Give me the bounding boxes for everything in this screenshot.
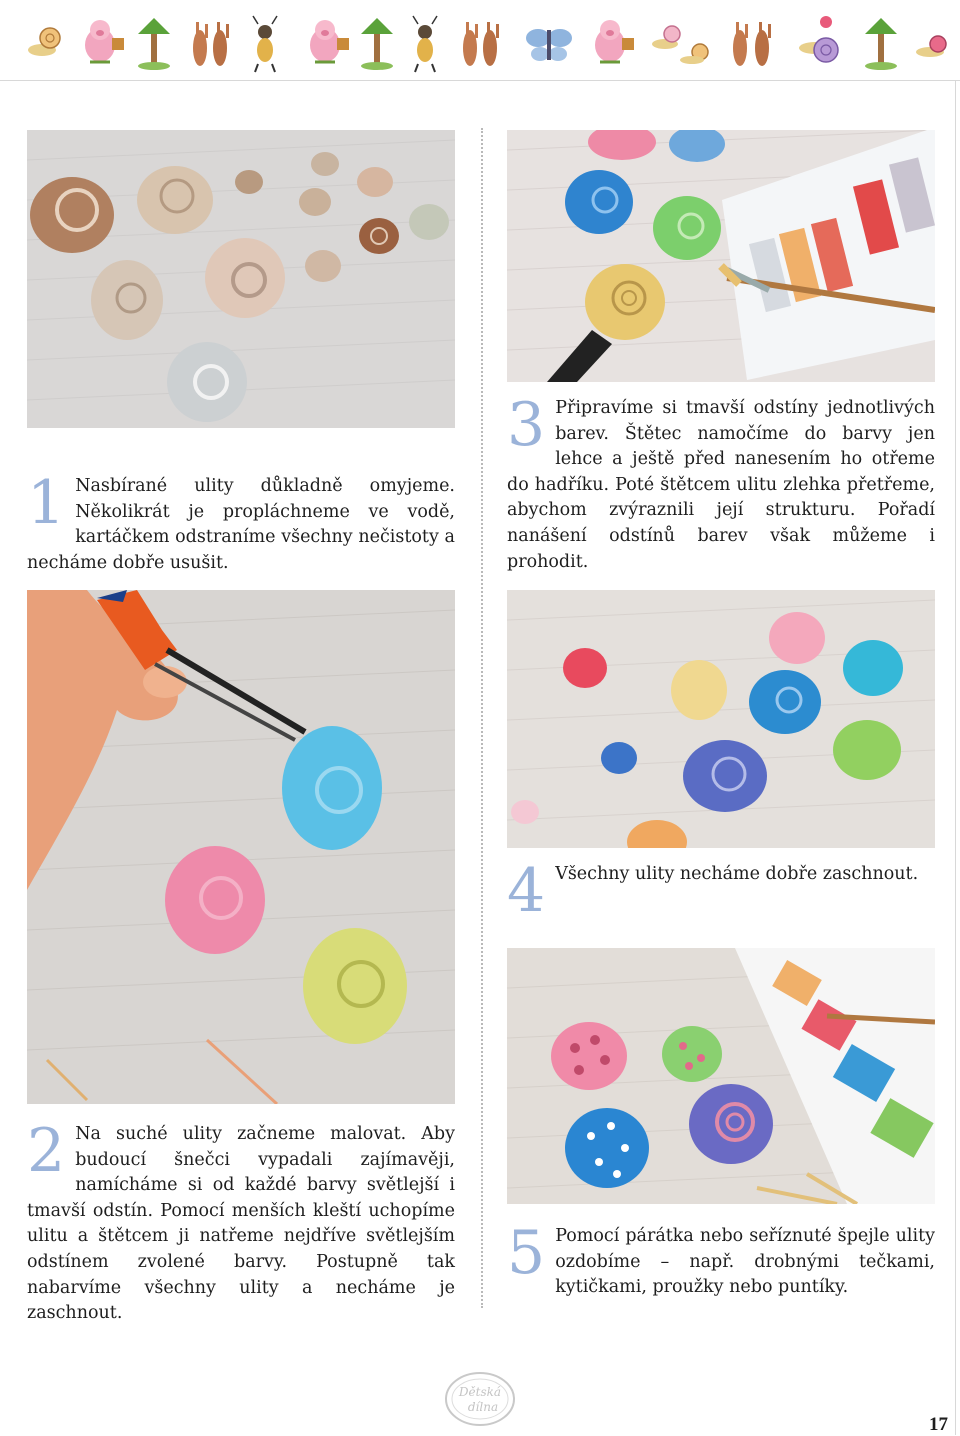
frame-top-line	[0, 80, 960, 81]
step-number: 3	[507, 390, 546, 460]
step-3	[507, 390, 935, 575]
shell-blue-dark	[749, 670, 821, 734]
shell-grey-bottom	[167, 342, 247, 422]
shell-green-dotted	[662, 1026, 722, 1082]
photo-painting-tweezers	[27, 590, 455, 1104]
shell-beige-large	[137, 166, 213, 234]
column-divider	[481, 128, 483, 1308]
page-number: 17	[929, 1414, 948, 1435]
shell-blue-dotted	[565, 1108, 649, 1188]
shell-blue	[565, 170, 633, 234]
shell-pink	[165, 846, 265, 954]
step-4	[507, 856, 935, 926]
logo-text-bottom: dílna	[467, 1400, 499, 1414]
logo-text-top: Dětská	[458, 1385, 502, 1399]
shell-light-blue	[282, 726, 382, 850]
step-1	[27, 468, 455, 576]
step-number: 1	[27, 468, 66, 538]
step-number: 2	[27, 1116, 66, 1186]
shell-brown-large	[30, 177, 114, 253]
photo-drying-shells	[507, 590, 935, 848]
shell-yellow	[585, 264, 665, 340]
shell-cream-middle	[91, 260, 163, 340]
shell-yellow-green	[303, 928, 407, 1044]
step-text: Na suché ulity začneme malovat. Aby budoucí šnečci vypadali zajímavěji, namícháme si od každé barvy světlejší i tmavší odstín. Pomocí menších kleští uchopíme ulitu a štětcem ji natřeme nejdříve světlejším odstínem zvolené barvy. Postupně tak nabarvíme všechny ulity a necháme je zaschnout.	[27, 1124, 455, 1324]
shell-purple-striped	[689, 1084, 773, 1164]
step-text: Připravíme si tmavší odstíny jednotlivých barev. Štětec namočíme do barvy jen lehce a ještě před nanesením ho otřeme do hadříku. Poté štětcem ulitu zlehka přetřeme, abychom zvýraznili její strukturu. Pořadí nanášení odstínů barev však můžeme i prohodit.	[507, 398, 935, 572]
photo-natural-shells	[27, 130, 455, 428]
shell-pink-dotted	[551, 1022, 627, 1090]
photo-decorated-shells	[507, 948, 935, 1204]
photo-painting-brush	[507, 130, 935, 382]
step-text: Pomocí párátka nebo seříznuté špejle ulity ozdobíme – např. drobnými tečkami, kytičkami, proužky nebo puntíky.	[555, 1226, 935, 1298]
detska-dilna-logo	[443, 1370, 517, 1432]
step-text: Všechny ulity necháme dobře zaschnout.	[555, 864, 919, 884]
decorative-banner	[0, 0, 960, 80]
step-number: 5	[507, 1218, 546, 1288]
butterfly-icon	[526, 29, 572, 61]
shell-striped	[205, 238, 285, 318]
step-number: 4	[507, 856, 546, 926]
shell-purple	[683, 740, 767, 812]
step-2	[27, 1116, 455, 1327]
step-text: Nasbírané ulity důkladně omyjeme. Několikrát je propláchneme ve vodě, kartáčkem odstraníme všechny nečistoty a necháme dobře usušit.	[27, 476, 455, 573]
frame-right-line	[955, 0, 956, 1435]
step-5	[507, 1218, 935, 1301]
shell-green	[653, 196, 721, 260]
